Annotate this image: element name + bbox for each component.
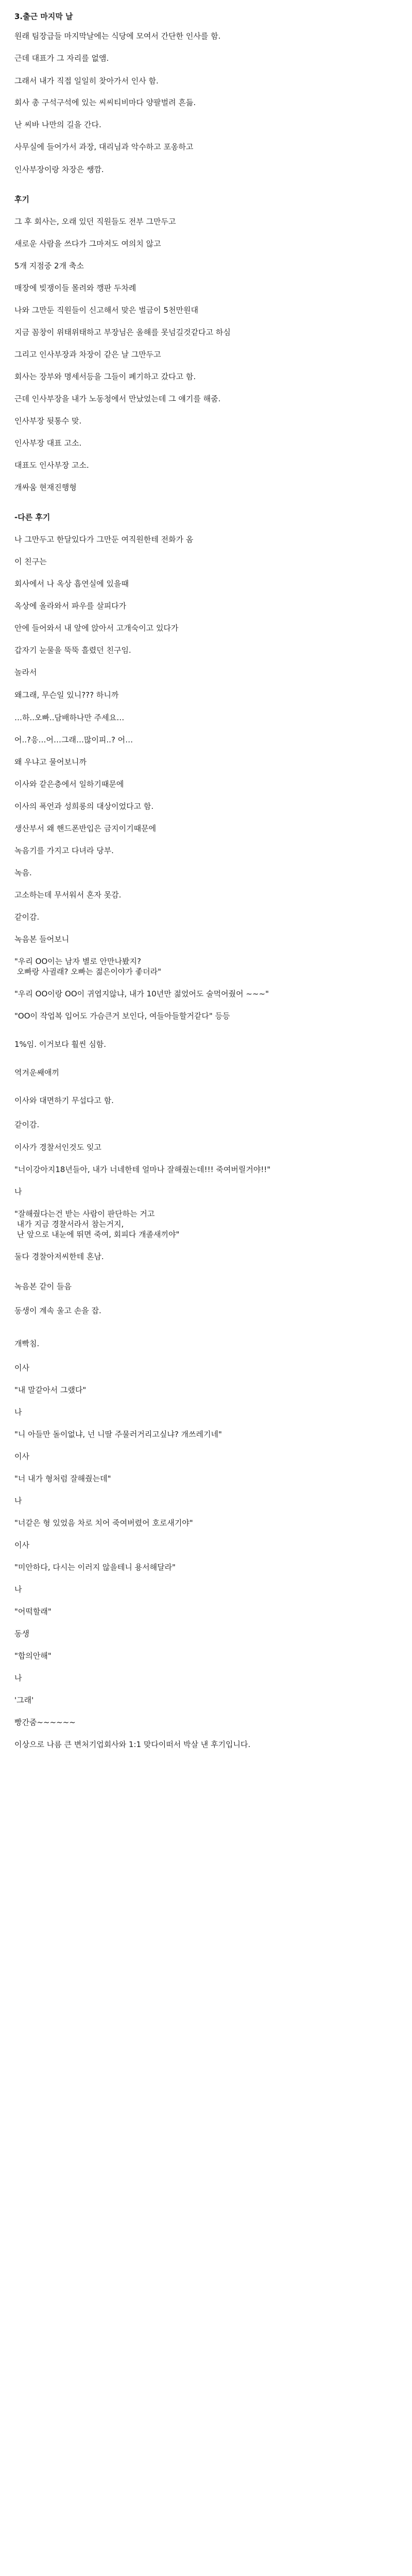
text-line: 놀라서 — [14, 668, 37, 677]
text-line: 동생 — [14, 1629, 29, 1638]
section-heading: 후기 — [14, 195, 29, 204]
text-line: 녹음본 같이 들음 — [14, 1282, 72, 1291]
text-line: 회사는 장부와 명세서등을 그들이 폐기하고 갔다고 함. — [14, 372, 196, 381]
text-line: 나 — [14, 1408, 22, 1417]
text-line: 이사가 경찰서인것도 잊고 — [14, 1143, 101, 1152]
text-line: "니 아들만 돌이없냐, 넌 니딸 주물러거리고싶냐? 개쓰레기네" — [14, 1430, 222, 1439]
text-line: 개싸움 현재진행형 — [14, 483, 77, 492]
text-line: 나 — [14, 1585, 22, 1594]
text-line: '그래' — [14, 1696, 34, 1705]
text-line: 안에 들어와서 내 앞에 앉아서 고개숙이고 있다가 — [14, 623, 179, 633]
text-line: 사무실에 들어가서 과장, 대리님과 악수하고 포옹하고 — [14, 142, 194, 151]
text-line: "합의안해" — [14, 1651, 52, 1660]
text-line: 녹음기를 가지고 다녀라 당부. — [14, 846, 114, 855]
text-line: 둘다 경찰아저씨한테 혼남. — [14, 1252, 104, 1261]
text-line: 동생이 계속 울고 손을 잡. — [14, 1306, 101, 1315]
text-line: …하..오빠..담배하나만 주세요… — [14, 713, 125, 722]
text-line: 1%임. 이거보다 훨씬 심함. — [14, 1040, 107, 1049]
text-line: 어..?응…어…그래…많이피..? 어… — [14, 735, 133, 744]
text-line: 인사부장 뒷통수 맞. — [14, 416, 82, 426]
text-line: 생산부서 왜 핸드폰반입은 금지이기때문에 — [14, 824, 157, 833]
text-line: "너이강아지18년들아, 내가 너네한테 얼마나 잘해줬는데!!! 죽여버릴거야!!" — [14, 1165, 271, 1174]
text-line: 같이감. — [14, 912, 40, 922]
text-line: 대표도 인사부장 고소. — [14, 461, 89, 470]
section-heading: 3.출근 마지막 날 — [14, 12, 73, 21]
text-line: "우리 OO이는 남자 별로 안만나봤지? 오빠랑 사귈래? 오빠는 젊은이야가 좋더라" — [14, 957, 162, 976]
text-line: 그래서 내가 직접 일일히 찾아가서 인사 함. — [14, 76, 159, 86]
text-line: 왜 우냐고 물어보니까 — [14, 757, 87, 767]
text-line: "우리 OO이랑 OO이 귀엽지않냐, 내가 10년만 젊었어도 술먹어줬어 ~~~" — [14, 989, 269, 998]
text-line: 역겨운쌔애끼 — [14, 1068, 59, 1077]
text-line: 나 — [14, 1496, 22, 1505]
text-line: 나 — [14, 1673, 22, 1683]
section-heading: -다른 후기 — [14, 513, 50, 522]
text-line: 이사 — [14, 1452, 29, 1461]
text-line: 지금 꼼창이 위태위태하고 부장님은 올해를 못넘길것같다고 하심 — [14, 328, 231, 337]
text-line: 이사의 폭언과 성희롱의 대상이었다고 함. — [14, 802, 154, 811]
text-line: 그리고 인사부장과 차장이 같은 날 그만두고 — [14, 350, 161, 359]
text-line: 개빡침. — [14, 1339, 40, 1348]
text-line: 이사 — [14, 1540, 29, 1550]
text-line: 빵간줌~~~~~~ — [14, 1718, 76, 1727]
text-line: 이사와 대면하기 무섭다고 함. — [14, 1096, 114, 1105]
text-line: 왜그래, 무슨일 있니??? 하니까 — [14, 690, 119, 700]
text-line: 근데 대표가 그 자리를 없앰. — [14, 54, 109, 63]
text-line: "어떡할래" — [14, 1607, 52, 1616]
text-line: "내 말같아서 그랬다" — [14, 1385, 87, 1395]
text-line: "너같은 형 있었음 차로 치어 죽여버렸어 호로새기야" — [14, 1518, 193, 1528]
text-line: 옥상에 올라와서 파우를 살피다가 — [14, 601, 127, 611]
text-line: "잘해줬다는건 받는 사람이 판단하는 거고 내가 지금 경찰서라서 참는거지, 난 앞으로 내눈에 뛰면 죽여, 회피다 개졸새끼야" — [14, 1209, 180, 1239]
text-line: 녹음. — [14, 868, 32, 877]
text-line: 갑자기 눈물을 뚝뚝 흘렸던 친구임. — [14, 646, 131, 655]
text-line: 같이감. — [14, 1120, 40, 1129]
text-line: 매장에 빚쟁이들 몰려와 깽판 두차례 — [14, 283, 136, 293]
text-line: 원래 팀장급들 마지막날에는 식당에 모여서 간단한 인사를 함. — [14, 31, 221, 41]
text-line: 나 — [14, 1187, 22, 1196]
text-line: 고소하는데 무서워서 혼자 못감. — [14, 890, 122, 900]
text-line: 근데 인사부장을 내가 노동청에서 만났었는데 그 얘기를 해줌. — [14, 394, 221, 403]
text-line: 이사 — [14, 1363, 29, 1372]
text-line: 5개 지점중 2개 축소 — [14, 261, 84, 270]
text-line: 인사부장이랑 차장은 쌩깜. — [14, 165, 104, 174]
text-line: 회사에서 나 옥상 흡연실에 있을때 — [14, 579, 129, 588]
text-line: 녹음본 들어보니 — [14, 935, 70, 944]
text-line: 나 그만두고 한달있다가 그만둔 여직원한테 전화가 옴 — [14, 535, 194, 544]
text-line: 이상으로 나름 큰 변처기업회사와 1:1 맞다이떠서 박살 낸 후기입니다. — [14, 1740, 251, 1749]
text-line: 이 친구는 — [14, 557, 47, 566]
text-line: 그 후 회사는, 오래 있던 직원들도 전부 그만두고 — [14, 217, 176, 226]
text-lines — [14, 11, 398, 1750]
text-line: "너 내가 형처럼 잘해줬는데" — [14, 1474, 111, 1483]
text-line: 나와 그만둔 직원들이 신고해서 맞은 벌금이 5천만원대 — [14, 306, 198, 315]
text-line: 인사부장 대표 고소. — [14, 438, 82, 448]
text-line: "미안하다, 다시는 이러지 않을테니 용서해달라" — [14, 1563, 176, 1572]
text-line: 난 씨바 나만의 길을 간다. — [14, 120, 101, 129]
text-line: 회사 총 구석구석에 있는 씨씨티비마다 양팔벌려 흔듦. — [14, 98, 196, 107]
text-line: 이사와 같은층에서 일하기때문에 — [14, 779, 124, 789]
text-line: 새로운 사람을 쓰다가 그마저도 여의치 않고 — [14, 239, 161, 248]
text-line: "OO이 작업복 입어도 가슴큰거 보인다, 여들아들할거같다" 등등 — [14, 1011, 230, 1021]
